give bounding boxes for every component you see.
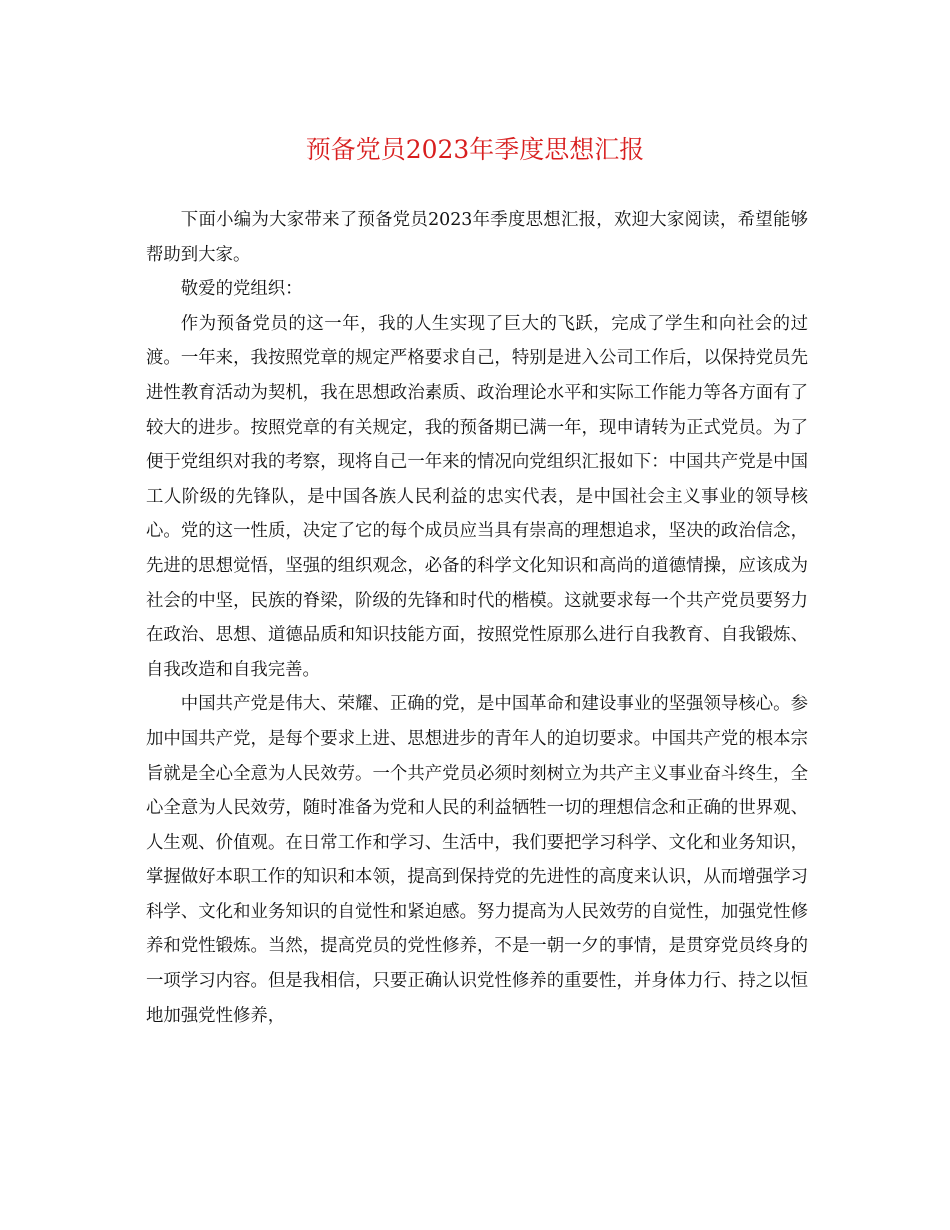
- intro-paragraph: 下面小编为大家带来了预备党员2023年季度思想汇报，欢迎大家阅读，希望能够帮助到大家。: [146, 210, 808, 265]
- body-paragraph: 作为预备党员的这一年，我的人生实现了巨大的飞跃，完成了学生和向社会的过渡。一年来，我按照党章的规定严格要求自己，特别是进入公司工作后，以保持党员先进性教育活动为契机，我在思想政治素质、政治理论水平和实际工作能力等各方面有了较大的进步。按照党章的有关规定，我的预备期已满一年，现申请转为正式党员。为了便于党组织对我的考察，现将自己一年来的情况向党组织汇报如下：中国共产党是中国工人阶级的先锋队，是中国各族人民利益的忠实代表，是中国社会主义事业的领导核心。党的这一性质，决定了它的每个成员应当具有崇高的理想追求，坚决的政治信念，先进的思想觉悟，坚强的组织观念，必备的科学文化知识和高尚的道德情操，应该成为社会的中坚，民族的脊梁，阶级的先锋和时代的楷模。这就要求每一个共产党员要努力在政治、思想、道德品质和知识技能方面，按照党性原那么进行自我教育、自我锻炼、自我改造和自我完善。: [146, 313, 808, 680]
- document-title: 预备党员2023年季度思想汇报: [305, 135, 645, 164]
- document-body: [146, 203, 808, 1033]
- body-paragraph: 中国共产党是伟大、荣耀、正确的党，是中国革命和建设事业的坚强领导核心。参加中国共产党，是每个要求上进、思想进步的青年人的迫切要求。中国共产党的根本宗旨就是全心全意为人民效劳。一个共产党员必须时刻树立为共产主义事业奋斗终生，全心全意为人民效劳，随时准备为党和人民的利益牺牲一切的理想信念和正确的世界观、人生观、价值观。在日常工作和学习、生活中，我们要把学习科学、文化和业务知识，掌握做好本职工作的知识和本领，提高到保持党的先进性的高度来认识，从而增强学习科学、文化和业务知识的自觉性和紧迫感。努力提高为人民效劳的自觉性，加强党性修养和党性锻炼。当然，提高党员的党性修养，不是一朝一夕的事情，是贯穿党员终身的一项学习内容。但是我相信，只要正确认识党性修养的重要性，并身体力行、持之以恒地加强党性修养，: [146, 694, 808, 1026]
- salutation: 敬爱的党组织：: [180, 279, 303, 300]
